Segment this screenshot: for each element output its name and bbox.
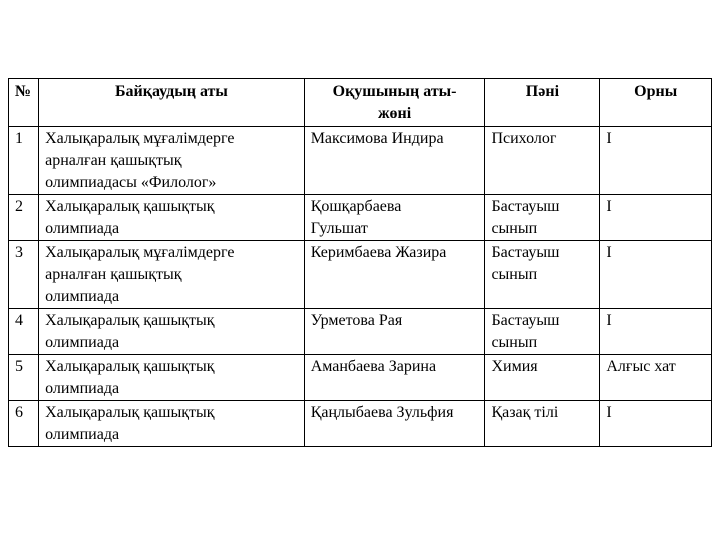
place: І	[600, 195, 712, 241]
row-number: 4	[9, 309, 39, 355]
header-number: №	[9, 79, 39, 127]
table-row	[9, 195, 712, 241]
student-name: Қаңлыбаева Зульфия	[304, 401, 485, 447]
row-number: 3	[9, 241, 39, 309]
table-header-row	[9, 79, 712, 127]
subject: Химия	[485, 355, 600, 401]
row-number: 2	[9, 195, 39, 241]
header-contest-name: Байқаудың аты	[39, 79, 305, 127]
place: Алғыс хат	[600, 355, 712, 401]
student-name: Урметова Рая	[304, 309, 485, 355]
subject: Психолог	[485, 127, 600, 195]
contest-name: Халықаралық мұғалімдерге арналған қашықтық олимпиадасы «Филолог»	[39, 127, 305, 195]
header-student-name: Оқушының аты- жөні	[304, 79, 485, 127]
subject: Бастауыш сынып	[485, 309, 600, 355]
place: І	[600, 241, 712, 309]
place: І	[600, 401, 712, 447]
contest-name: Халықаралық қашықтық олимпиада	[39, 355, 305, 401]
student-name: Максимова Индира	[304, 127, 485, 195]
row-number: 6	[9, 401, 39, 447]
table-row	[9, 309, 712, 355]
row-number: 5	[9, 355, 39, 401]
header-place: Орны	[600, 79, 712, 127]
header-subject: Пәні	[485, 79, 600, 127]
student-name: Керимбаева Жазира	[304, 241, 485, 309]
olympiad-results-table	[8, 78, 712, 447]
subject: Бастауыш сынып	[485, 241, 600, 309]
subject: Қазақ тілі	[485, 401, 600, 447]
contest-name: Халықаралық қашықтық олимпиада	[39, 401, 305, 447]
table-row	[9, 355, 712, 401]
table-row	[9, 241, 712, 309]
table-row	[9, 401, 712, 447]
place: І	[600, 127, 712, 195]
row-number: 1	[9, 127, 39, 195]
place: І	[600, 309, 712, 355]
student-name: Қошқарбаева Гульшат	[304, 195, 485, 241]
contest-name: Халықаралық қашықтық олимпиада	[39, 195, 305, 241]
student-name: Аманбаева Зарина	[304, 355, 485, 401]
subject: Бастауыш сынып	[485, 195, 600, 241]
contest-name: Халықаралық қашықтық олимпиада	[39, 309, 305, 355]
table-row	[9, 127, 712, 195]
contest-name: Халықаралық мұғалімдерге арналған қашықтық олимпиада	[39, 241, 305, 309]
